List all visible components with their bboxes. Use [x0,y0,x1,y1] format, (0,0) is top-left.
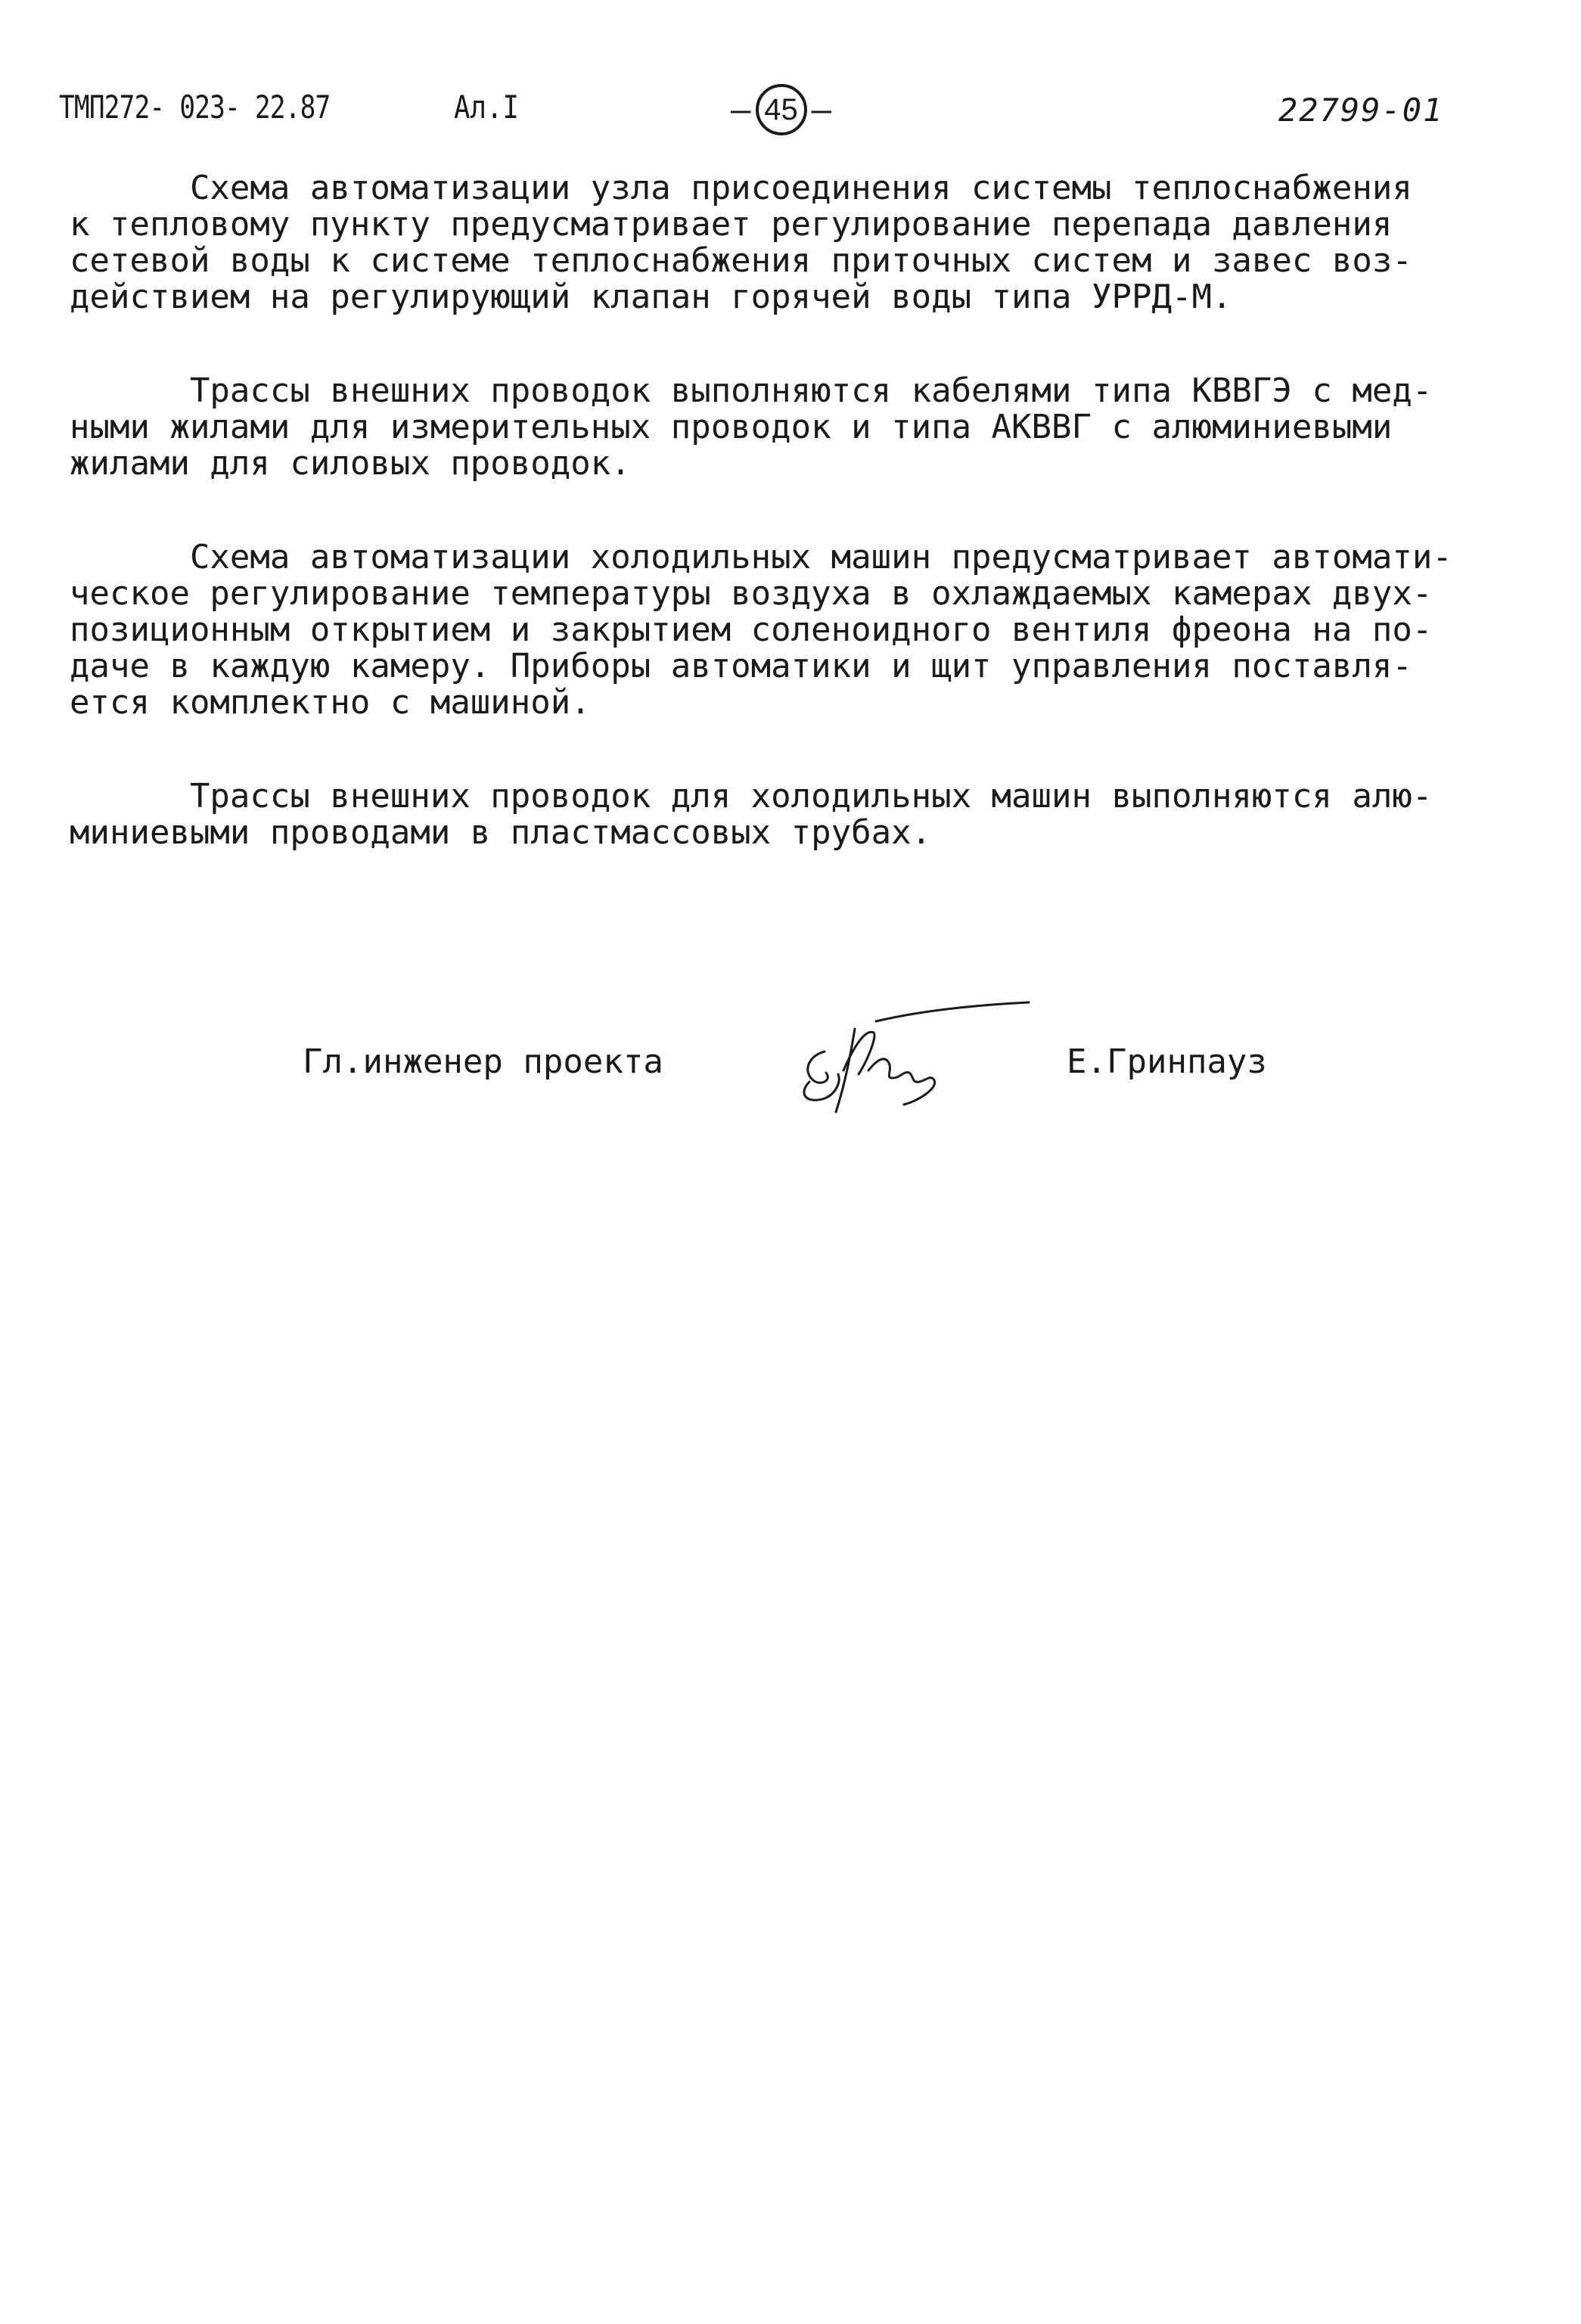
text-line: к тепловому пункту предусматривает регулирование перепада давления [70,205,1393,244]
body-text [70,170,1522,909]
text-line: ческое регулирование температуры воздуха в охлаждаемых камерах двух- [70,574,1433,613]
page-header [0,79,1581,140]
text-line: позиционным открытием и закрытием соленоидного вентиля фреона на по- [70,611,1433,649]
dash-right: – [811,90,831,129]
page-number: 45 [756,84,807,135]
signature-block [0,999,1581,1150]
text-line: Трассы внешних проводок выполняются кабелями типа КВВГЭ с мед- [70,371,1433,410]
signatory-title: Гл.инженер проекта [303,1042,663,1081]
text-line: сетевой воды к системе теплоснабжения приточных систем и завес воз- [70,241,1412,280]
handwritten-signature [779,999,1067,1127]
paragraph-refrigeration-wiring [70,778,1522,851]
text-line: миниевыми проводами в пластмассовых трубах. [70,813,932,852]
paragraph-external-wiring [70,373,1522,482]
sheet-reference: Ал.I [454,89,519,126]
signatory-name: Е.Гринпауз [1067,1042,1267,1081]
document-code: ТМП272- 023- 22.87 [59,89,331,126]
paragraph-heat-supply [70,170,1522,315]
paragraph-refrigeration-automation [70,539,1522,721]
text-line: Схема автоматизации холодильных машин предусматривает автомати- [70,538,1452,576]
dash-left: – [731,90,751,129]
text-line: даче в каждую камеру. Приборы автоматики и щит управления поставля- [70,647,1412,685]
text-line: Трассы внешних проводок для холодильных машин выполняются алю- [70,777,1433,816]
archive-number: 22799-01 [1278,92,1444,129]
text-line: Схема автоматизации узла присоединения системы теплоснабжения [70,169,1412,207]
text-line: ными жилами для измерительных проводок и типа АКВВГ с алюминиевыми [70,408,1393,446]
page-number-block [726,79,836,140]
text-line: жилами для силовых проводок. [70,444,631,483]
text-line: действием на регулирующий клапан горячей воды типа УРРД-М. [70,278,1232,316]
text-line: ется комплектно с машиной. [70,683,591,722]
